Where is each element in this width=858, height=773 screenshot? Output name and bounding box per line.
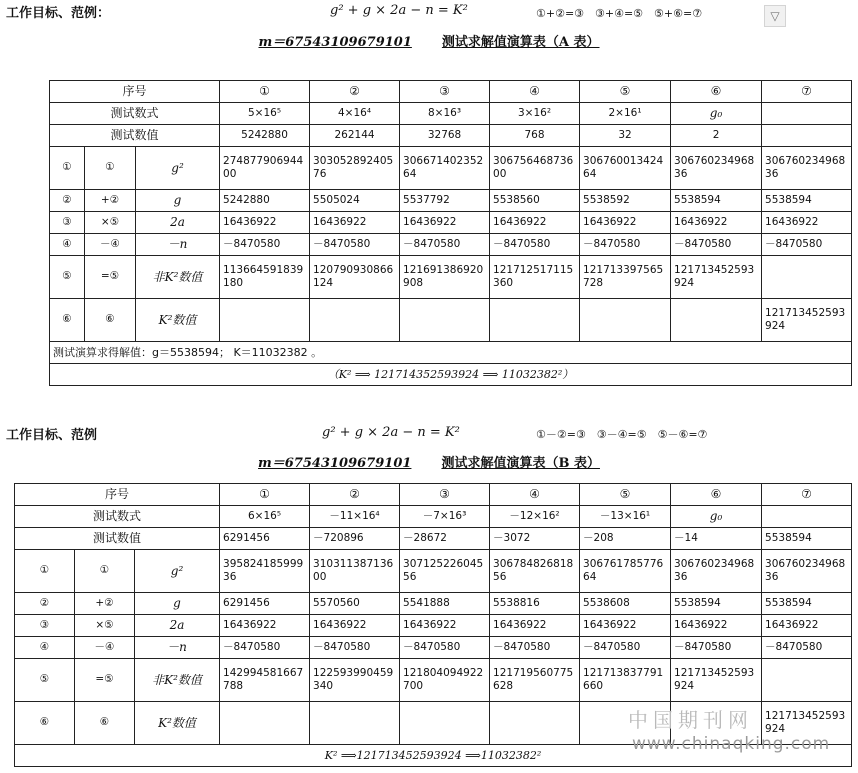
data-cell <box>490 299 580 342</box>
value-cell: －14 <box>671 528 762 550</box>
value-cell: 768 <box>490 125 580 147</box>
data-cell: －8470580 <box>671 637 762 659</box>
table-row <box>15 659 852 702</box>
table-row <box>50 299 852 342</box>
row-term: 2a <box>136 212 220 234</box>
data-cell: 16436922 <box>762 212 852 234</box>
data-cell <box>310 299 400 342</box>
row-label: 测试数值 <box>15 528 220 550</box>
table-row <box>15 593 852 615</box>
data-cell <box>671 299 762 342</box>
table-row <box>50 212 852 234</box>
data-cell: 122593990459340 <box>310 659 400 702</box>
formula-cell: 8×16³ <box>400 103 490 125</box>
data-cell: －8470580 <box>762 234 852 256</box>
data-cell: －8470580 <box>580 234 671 256</box>
row-number: ① <box>50 147 85 190</box>
value-cell: 6291456 <box>220 528 310 550</box>
row-term: g <box>136 190 220 212</box>
data-cell: 5541888 <box>400 593 490 615</box>
row-term: 非K²数值 <box>135 659 220 702</box>
row-number: ④ <box>15 637 75 659</box>
data-cell: 121713452593924 <box>671 256 762 299</box>
data-cell: 5538594 <box>671 593 762 615</box>
value-cell: 5538594 <box>762 528 852 550</box>
row-operation: +② <box>75 593 135 615</box>
data-cell: 30676001342464 <box>580 147 671 190</box>
data-cell: －8470580 <box>671 234 762 256</box>
formula-row <box>50 103 852 125</box>
section-b-heading <box>0 422 858 446</box>
table-row <box>50 147 852 190</box>
data-cell <box>400 299 490 342</box>
table-b-title <box>0 452 858 471</box>
table-row <box>15 550 852 593</box>
table-title-text: 测试求解值演算表（A 表） <box>441 35 600 50</box>
col-header: ③ <box>400 81 490 103</box>
data-cell: 30676023496836 <box>762 550 852 593</box>
formula-cell: 6×16⁵ <box>220 506 310 528</box>
data-cell: 30712522604556 <box>400 550 490 593</box>
data-cell: －8470580 <box>310 234 400 256</box>
table-title-text: 测试求解值演算表（B 表） <box>441 456 600 471</box>
data-cell: 121691386920908 <box>400 256 490 299</box>
data-cell: 121713452593924 <box>762 299 852 342</box>
row-number: ⑥ <box>50 299 85 342</box>
col-header: ④ <box>490 81 580 103</box>
data-cell: 120790930866124 <box>310 256 400 299</box>
value-cell: 32 <box>580 125 671 147</box>
data-cell: 30676023496836 <box>762 147 852 190</box>
data-cell: 5538608 <box>580 593 671 615</box>
row-term: 2a <box>135 615 220 637</box>
row-label: 测试数式 <box>50 103 220 125</box>
data-cell: 5538560 <box>490 190 580 212</box>
data-cell: 16436922 <box>220 615 310 637</box>
formula-cell <box>762 103 852 125</box>
row-operation: +② <box>85 190 136 212</box>
row-term: g <box>135 593 220 615</box>
row-label: 测试数式 <box>15 506 220 528</box>
data-cell: 30675646873600 <box>490 147 580 190</box>
value-row <box>50 125 852 147</box>
row-term: －n <box>135 637 220 659</box>
summary-row <box>50 342 852 364</box>
row-operation: ×⑤ <box>85 212 136 234</box>
row-number: ⑤ <box>15 659 75 702</box>
value-cell: 2 <box>671 125 762 147</box>
step-equations: ①+②=③ ③+④=⑤ ⑤+⑥=⑦ <box>536 7 703 20</box>
data-cell: 30676023496836 <box>671 147 762 190</box>
data-cell: 30676023496836 <box>671 550 762 593</box>
data-cell: 16436922 <box>400 615 490 637</box>
data-cell: －8470580 <box>310 637 400 659</box>
data-cell: －8470580 <box>490 637 580 659</box>
m-value: m＝67543109679101 <box>258 456 412 471</box>
data-cell: 121804094922700 <box>400 659 490 702</box>
formula-cell: 5×16⁵ <box>220 103 310 125</box>
row-operation: ×⑤ <box>75 615 135 637</box>
row-term: g² <box>135 550 220 593</box>
watermark-logo: 中国期刊网 <box>628 708 753 732</box>
row-operation: －④ <box>75 637 135 659</box>
value-cell: －720896 <box>310 528 400 550</box>
row-term: g² <box>136 147 220 190</box>
data-cell: －8470580 <box>220 234 310 256</box>
data-cell: 16436922 <box>490 615 580 637</box>
row-operation: －④ <box>85 234 136 256</box>
formula-cell: －13×16¹ <box>580 506 671 528</box>
data-cell: 16436922 <box>580 615 671 637</box>
row-operation: =⑤ <box>85 256 136 299</box>
data-cell: 5242880 <box>220 190 310 212</box>
data-cell: －8470580 <box>400 637 490 659</box>
formula-row <box>15 506 852 528</box>
col-header: ④ <box>490 484 580 506</box>
data-cell: 121712517115360 <box>490 256 580 299</box>
data-cell: －8470580 <box>762 637 852 659</box>
row-operation: ⑥ <box>85 299 136 342</box>
data-cell: 121713452593924 <box>762 702 852 745</box>
row-number: ② <box>50 190 85 212</box>
value-cell: －3072 <box>490 528 580 550</box>
data-cell: 5505024 <box>310 190 400 212</box>
value-cell: －208 <box>580 528 671 550</box>
section-a-heading <box>0 0 858 24</box>
data-cell: 30667140235264 <box>400 147 490 190</box>
data-cell <box>762 256 852 299</box>
col-header: ⑦ <box>762 484 852 506</box>
chevron-down-icon[interactable]: ▽ <box>764 5 786 27</box>
row-number: ② <box>15 593 75 615</box>
data-cell: 6291456 <box>220 593 310 615</box>
data-cell: 5538594 <box>762 190 852 212</box>
formula-cell: 3×16² <box>490 103 580 125</box>
data-cell <box>400 702 490 745</box>
final-result: （K² ⟹ 121714352593924 ⟹ 11032382²） <box>50 364 852 386</box>
row-operation: =⑤ <box>75 659 135 702</box>
data-cell: 121719560775628 <box>490 659 580 702</box>
row-term: 非K²数值 <box>136 256 220 299</box>
final-result: K² ⟹121713452593924 ⟹11032382² <box>15 745 852 767</box>
data-cell: 16436922 <box>490 212 580 234</box>
row-term: －n <box>136 234 220 256</box>
row-number: ③ <box>50 212 85 234</box>
formula-cell: －12×16² <box>490 506 580 528</box>
data-cell: －8470580 <box>400 234 490 256</box>
value-cell <box>762 125 852 147</box>
data-cell <box>580 299 671 342</box>
data-cell: 16436922 <box>310 615 400 637</box>
data-cell: 27487790694400 <box>220 147 310 190</box>
data-cell: －8470580 <box>490 234 580 256</box>
col-header: ① <box>220 484 310 506</box>
row-number: ① <box>15 550 75 593</box>
final-row <box>50 364 852 386</box>
data-cell <box>220 702 310 745</box>
row-operation: ⑥ <box>75 702 135 745</box>
data-cell: 5570560 <box>310 593 400 615</box>
calc-table-a <box>49 80 852 386</box>
value-cell: 32768 <box>400 125 490 147</box>
formula-cell: －11×16⁴ <box>310 506 400 528</box>
equation: g² + g × 2a − n = K² <box>330 3 468 18</box>
data-cell: 16436922 <box>762 615 852 637</box>
data-cell: 16436922 <box>580 212 671 234</box>
data-cell: 121713837791660 <box>580 659 671 702</box>
data-cell <box>220 299 310 342</box>
data-cell: 121713397565728 <box>580 256 671 299</box>
row-operation: ① <box>85 147 136 190</box>
data-cell: 5537792 <box>400 190 490 212</box>
data-cell: 16436922 <box>310 212 400 234</box>
col-header: ③ <box>400 484 490 506</box>
data-cell: 113664591839180 <box>220 256 310 299</box>
data-cell: 121713452593924 <box>671 659 762 702</box>
data-cell: 39582418599936 <box>220 550 310 593</box>
col-header: ⑥ <box>671 484 762 506</box>
data-cell: 30678482681856 <box>490 550 580 593</box>
value-cell: －28672 <box>400 528 490 550</box>
table-row <box>50 234 852 256</box>
formula-cell: －7×16³ <box>400 506 490 528</box>
summary-text: 测试演算求得解值：g＝5538594； K＝11032382 。 <box>50 342 852 364</box>
value-cell: 5242880 <box>220 125 310 147</box>
data-cell: 31031138713600 <box>310 550 400 593</box>
row-number: ⑤ <box>50 256 85 299</box>
col-header: ⑤ <box>580 81 671 103</box>
value-cell: 262144 <box>310 125 400 147</box>
data-cell: 16436922 <box>400 212 490 234</box>
header-row <box>15 484 852 506</box>
table-row <box>50 256 852 299</box>
formula-cell: g₀ <box>671 506 762 528</box>
header-row <box>50 81 852 103</box>
m-value: m＝67543109679101 <box>258 35 412 50</box>
equation: g² + g × 2a − n = K² <box>322 425 460 440</box>
data-cell: －8470580 <box>220 637 310 659</box>
formula-cell <box>762 506 852 528</box>
col-header-index: 序号 <box>15 484 220 506</box>
row-term: K²数值 <box>135 702 220 745</box>
data-cell: 5538816 <box>490 593 580 615</box>
row-operation: ① <box>75 550 135 593</box>
data-cell: 5538594 <box>671 190 762 212</box>
row-number: ⑥ <box>15 702 75 745</box>
row-label: 测试数值 <box>50 125 220 147</box>
data-cell: 142994581667788 <box>220 659 310 702</box>
data-cell: 5538594 <box>762 593 852 615</box>
data-cell <box>762 659 852 702</box>
data-cell <box>310 702 400 745</box>
watermark-url: www.chinaqking.com <box>632 734 831 754</box>
data-cell <box>490 702 580 745</box>
col-header: ⑤ <box>580 484 671 506</box>
col-header: ⑥ <box>671 81 762 103</box>
data-cell: 30676178577664 <box>580 550 671 593</box>
row-number: ③ <box>15 615 75 637</box>
data-cell: 30305289240576 <box>310 147 400 190</box>
data-cell: 16436922 <box>671 212 762 234</box>
data-cell: 5538592 <box>580 190 671 212</box>
formula-cell: 4×16⁴ <box>310 103 400 125</box>
data-cell: －8470580 <box>580 637 671 659</box>
step-equations: ①－②=③ ③－④=⑤ ⑤－⑥=⑦ <box>536 428 708 441</box>
col-header-index: 序号 <box>50 81 220 103</box>
data-cell: 16436922 <box>220 212 310 234</box>
work-goal-label: 工作目标、范例 <box>6 428 98 443</box>
work-goal-label: 工作目标、范例： <box>6 6 111 21</box>
data-cell: 16436922 <box>671 615 762 637</box>
col-header: ② <box>310 81 400 103</box>
table-a-title <box>0 31 858 50</box>
table-row <box>15 637 852 659</box>
formula-cell: g₀ <box>671 103 762 125</box>
col-header: ② <box>310 484 400 506</box>
row-number: ④ <box>50 234 85 256</box>
table-row <box>50 190 852 212</box>
value-row <box>15 528 852 550</box>
row-term: K²数值 <box>136 299 220 342</box>
formula-cell: 2×16¹ <box>580 103 671 125</box>
table-row <box>15 615 852 637</box>
col-header: ① <box>220 81 310 103</box>
col-header: ⑦ <box>762 81 852 103</box>
